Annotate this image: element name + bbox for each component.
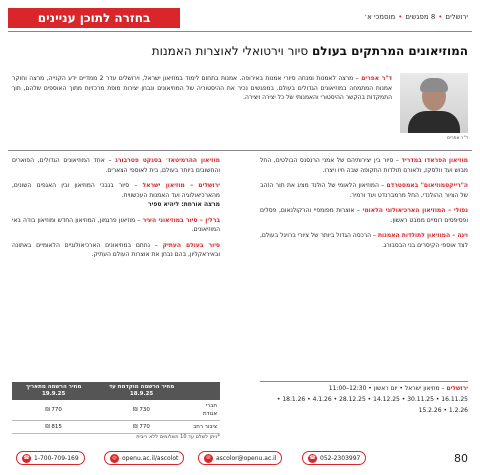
divider	[260, 381, 468, 382]
photo-caption: ד"ר אפרים	[447, 136, 468, 141]
breadcrumb-meetings: 8 מפגשים	[405, 13, 436, 21]
table-row: ציבור רחב 770 ₪ 815 ₪	[12, 421, 220, 434]
topics-column-right	[260, 156, 468, 256]
schedule-line: ירושלים – מוזיאון ישראל • יום ראשון • 12:30–11:00	[328, 385, 468, 392]
price-note: *ניתן לשלם עד 10 תשלומים ללא ריבית	[136, 434, 220, 440]
back-to-contents-label: בחזרה לתוכן עניינים	[37, 11, 151, 25]
topics-column-left	[12, 156, 220, 266]
divider	[8, 31, 472, 32]
divider	[8, 150, 472, 151]
table-row: חברי אגודת 730 ₪ 770 ₪	[12, 400, 220, 421]
phone-link[interactable]: ☎ 052-2303997	[302, 451, 366, 465]
breadcrumb-separator: •	[438, 13, 443, 21]
topic-item: ברלין – סיור במוזיאוני העיר – מוזיאון פרגמון, המוזיאון החדש ומוזיאון בודה באי המוזיאונים.	[12, 216, 220, 233]
page-title-bold: המוזיאונים המרתקים בעולם	[311, 44, 468, 58]
globe-icon: ◎	[110, 454, 119, 463]
price-table	[12, 382, 220, 434]
page-title	[13, 44, 468, 58]
intro-text: – מרצה לאמנות ומנחה סיורי אמנות באירופה. אמנות בתחום לימוד במוזיאון ישראל, וירושלים עדר 2 ממדיים ידע הקנייה, מרצה וחוקר אמנות המתמחה במוזיאונים הגדולים בעולם. במפגשים נכיר את ההיסטוריה של המוזיאונים ונבחן יצירות מופת מרכזיות מתוך האוספים שלהם, תוך התמקדות בהקשר ההיסטורי והאמנותי של כל יצירה ויצירה.	[12, 75, 392, 101]
lecturer-photo	[400, 73, 468, 133]
topic-item: מוזיאון ההרמיטאז׳ בסנקט פטרבורג – אחד המוזיאונים הגדולים, הפוארים והחשובים ביותר בעולם, בית לאוספי הצארים.	[12, 157, 220, 174]
topic-item: ירושלים – מוזיאון ישראל – סיור בנבכי המוזיאון ובין האגפים השונים, מהארכיאולוגיה ועד האמנות העכשווית. מרצה אורחת: ליהיא ספיר	[12, 182, 220, 208]
intro-paragraph	[12, 74, 392, 103]
phone-icon: ☎	[23, 455, 30, 461]
breadcrumb-city: ירושלים	[445, 13, 468, 21]
footer	[0, 446, 480, 470]
back-to-contents-button[interactable]	[8, 8, 180, 28]
breadcrumb-audience: מוסמכי א׳	[364, 13, 396, 21]
topic-item: ה"רייקסמוזיאום" באמסטרדם – המוזיאון הלאומי של הולנד מציג את תור הזהב של הציור ההולנדי, החל מרמברנדט ועד ורמיר.	[260, 182, 468, 199]
page-number: 80	[454, 452, 468, 465]
schedule	[260, 383, 468, 416]
schedule-dates: 16.11.25 • 30.11.25 • 14.12.25 • 28.12.25 • 4.1.26 • 18.1.26 • 1.2.26 • 15.2.26	[276, 396, 468, 414]
email-link[interactable]: ✉ ascolor@openu.ac.il	[198, 451, 282, 465]
topic-item: מוזיאון הפראדו במדריד – סיור בין יצירותיהם של אמני הרנסנס הבולטים, החל מבוש ועד וולסקז, ולאורם תולדות התקופה שבה חיו ויצרו.	[260, 157, 468, 174]
phone-link-secondary[interactable]: ☎ 1-700-709-169	[16, 451, 85, 465]
page-title-rest: סיור וירטואלי לאוצרות האמנות	[151, 44, 309, 58]
topic-item: סיור בעולם העתיק – נחתם במוזיאונים הארכיאולוגיים הלאומיים באתונה ובאיראקליון, בהם נבחן את אוצרות העולם העתיק.	[12, 241, 220, 258]
phone-icon: ☎	[309, 455, 316, 461]
intro-lecturer: ד"ר אפרים	[361, 75, 392, 82]
table-header-row: מחיר הרשמה מוקדמת עד 18.9.25 מחיר הרשמה מתאריך 19.9.25	[12, 382, 220, 400]
guest-lecturer-note: מרצה אורחת: ליהיא ספיר	[148, 201, 220, 208]
topic-item: וינה – המוזיאון לתולדות האמנות – הרכסה הגדול ביותר של ציורי ברויגל בעולם, לצד אוספי הקיסרים בני הבסבורג.	[260, 232, 468, 249]
breadcrumb-separator: •	[398, 13, 403, 21]
email-icon: ✉	[204, 454, 213, 463]
website-link[interactable]: ◎ openu.ac.il/ascolot	[104, 451, 184, 465]
topic-item: נפולי – המוזיאון הארכיאולוגי הלאומי – אוצרות מפומפיי והרקולנאום, פסלים ופסיפסים רומיים ממבט ראשון.	[260, 207, 468, 224]
breadcrumb	[364, 13, 468, 21]
